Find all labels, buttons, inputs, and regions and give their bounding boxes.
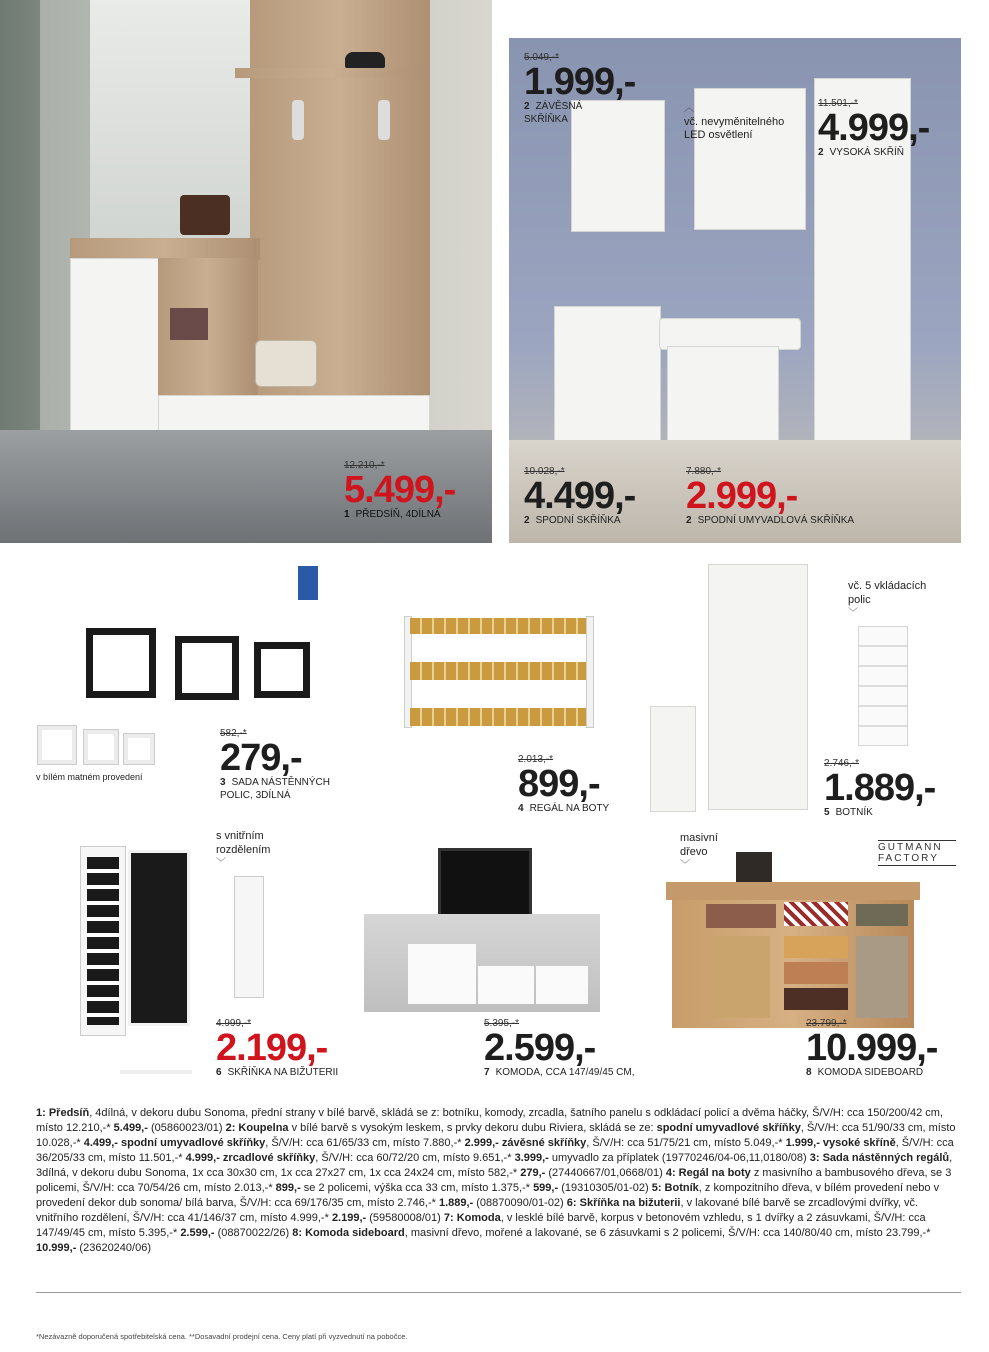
item-number: 2: [818, 147, 824, 158]
description-bold-run: 5.499,-: [113, 1122, 148, 1134]
hero-offer-1: [344, 460, 455, 522]
description-text-run: , Š/V/H: cca 51/90/33 cm, místo 10.028,-*: [36, 1122, 956, 1149]
item-label: SPODNÍ UMYVADLOVÁ SKŘÍŇKA: [697, 515, 855, 526]
artium-logo: [298, 566, 318, 600]
description-bold-run: spodní umyvadlové skříňky: [656, 1122, 801, 1134]
description-text-run: (19310305/01-02): [558, 1182, 652, 1194]
tv-commode: [364, 914, 600, 1012]
description-bold-run: 1: Předsíň: [36, 1107, 90, 1119]
old-price: 12.210,-*: [344, 460, 385, 471]
solid-wood-note: [680, 832, 740, 872]
description-text-run: se 2 policemi, výška cca 33 cm, místo 1.375,-*: [300, 1182, 534, 1194]
description-text-run: , Š/V/H: cca 60/72/20 cm, místo 9.651,-*: [315, 1152, 515, 1164]
description-bold-run: 4.999,- zrcadlové skříňky: [185, 1152, 316, 1164]
description-text-run: (23620240/06): [76, 1242, 151, 1254]
item-label: ZÁVĚSNÁ SKŘÍŇKA: [524, 101, 583, 125]
sideboard: [672, 900, 914, 1028]
price: 10.999,-: [806, 1027, 938, 1069]
shoe-rack: [398, 610, 598, 728]
description-text-run: , Š/V/H: cca 36/205/33 cm, místo 11.501,-*: [36, 1137, 954, 1164]
description-bold-run: 4.499,- spodní umyvadlové skříňky: [83, 1137, 266, 1149]
description-text-run: , Š/V/H: cca 51/75/21 cm, místo 5.049,-*: [586, 1137, 786, 1149]
description-bold-run: 899,-: [275, 1182, 301, 1194]
item-number: 4: [518, 803, 524, 814]
chevron-down-icon: ﹀: [848, 607, 858, 619]
description-text-run: , Š/V/H: cca 61/65/33 cm, místo 7.880,-*: [265, 1137, 465, 1149]
hero-offer-2a: [524, 52, 635, 126]
item-number: 2: [524, 515, 530, 526]
shoe-cabinet-open: [858, 626, 908, 746]
description-bold-run: 7: Komoda: [443, 1212, 501, 1224]
description-bold-run: 2: Koupelna: [225, 1122, 289, 1134]
white-shelf: [38, 726, 76, 764]
description-text-run: , masivní dřevo, mořené a lakované, se 6 zásuvkami s 2 policemi, Š/V/H: cca 140/80/40 cm, místo 23.799,-*: [404, 1227, 931, 1239]
offer-8: [806, 1018, 937, 1080]
description-text-run: (05860023/01): [147, 1122, 226, 1134]
description-text-run: , v lesklé bílé barvě, korpus v betonovém vzhledu, s 1 dvířky a 2 zásuvkami, Š/V/H: cca 147/49/45 cm, místo 5.395,-*: [36, 1212, 926, 1239]
solid-wood-note-text: masivní dřevo: [680, 832, 718, 858]
offer-4: [518, 754, 609, 816]
description-bold-run: 1.999,- vysoké skříně: [785, 1137, 896, 1149]
item-number: 5: [824, 807, 830, 818]
hat: [345, 52, 385, 68]
shelves-note-text: vč. 5 vkládacích polic: [848, 580, 927, 606]
item-label: KOMODA, CCA 147/49/45 CM,: [495, 1067, 635, 1078]
jewelry-door: [80, 846, 126, 1036]
chevron-down-icon: ﹀: [216, 857, 226, 869]
description-bold-run: 4: Regál na boty: [665, 1167, 751, 1179]
description-text-run: , 4dílná, v dekoru dubu Sonoma, přední strany v bílé barvě, skládá se z: botníku, komody, zrcadla, šatního panelu s odkládací policí a dvěma háčky, Š/V/H: cca 150/200/42 cm, místo 12.210,-*: [36, 1107, 943, 1134]
old-price: 23.799,-*: [806, 1018, 847, 1029]
price: 2.599,-: [484, 1027, 596, 1069]
product-descriptions: [36, 1106, 961, 1256]
old-price: 11.501,-*: [818, 98, 858, 109]
shoe-cabinet-oak: [650, 706, 696, 812]
books: [736, 852, 772, 886]
item-label: SPODNÍ SKŘÍŇKA: [535, 515, 621, 526]
item-label: PŘEDSÍŇ, 4DÍLNÁ: [355, 509, 441, 520]
price: 2.999,-: [686, 475, 798, 517]
description-bold-run: 2.599,-: [180, 1227, 215, 1239]
item-number: 6: [216, 1067, 222, 1078]
interior-note-text: s vnitřním rozdělením: [216, 830, 271, 856]
description-bold-run: 1.889,-: [438, 1197, 474, 1209]
description-bold-run: 10.999,-: [36, 1242, 77, 1254]
price: 5.499,-: [344, 469, 456, 511]
handbag: [255, 340, 317, 387]
item-label: BOTNÍK: [835, 807, 873, 818]
hero-offer-2b: [818, 98, 929, 160]
description-bold-run: 8: Komoda sideboard: [292, 1227, 405, 1239]
item-number: 2: [686, 515, 692, 526]
offer-6: [216, 1018, 338, 1080]
description-text-run: , z kompozitního dřeva, v bílém provedení nebo v provedení dekor dub sonoma/ bílá barva, Š/V/H: cca 69/176/35 cm, místo 2.746,-*: [36, 1182, 940, 1209]
chevron-up-icon: ︿: [684, 103, 694, 114]
old-price: 4.999,-*: [216, 1018, 252, 1029]
description-text-run: v bílé barvě s vysokým leskem, s prvky dekoru dubu Riviera, skládá se ze:: [288, 1122, 657, 1134]
item-number: 1: [344, 509, 350, 520]
offer-5: [824, 758, 935, 820]
price: 1.999,-: [524, 61, 636, 103]
jewelry-interior: [128, 850, 190, 1026]
chevron-down-icon: ﹀: [680, 859, 690, 871]
item-number: 2: [524, 101, 530, 112]
item-label: SKŘÍŇKA NA BIŽUTERII: [227, 1067, 339, 1078]
briefcase: [180, 195, 230, 235]
item-number: 7: [484, 1067, 490, 1078]
gutmann-factory-logo: [878, 840, 956, 866]
hero-offer-2c: [524, 466, 635, 528]
footnote: *Nezávazně doporučená spotřebitelská cena. **Dosavadní prodejní cena. Ceny platí při vyzvednutí na pobočce.: [36, 1332, 408, 1341]
tv: [438, 848, 532, 924]
description-bold-run: 3.999,-: [514, 1152, 549, 1164]
description-bold-run: 279,-: [520, 1167, 546, 1179]
description-text-run: , v lakované bílé barvě se zrcadlovými dvířky, vč. vnitřního rozdělení, Š/V/H: cca 41/146/37 cm, místo 4.999,-*: [36, 1197, 919, 1224]
led-note: [684, 103, 804, 143]
item-label: SADA NÁSTĚNNÝCH POLIC, 3DÍLNÁ: [220, 777, 330, 801]
jewelry-mirror: [234, 876, 264, 998]
price: 899,-: [518, 763, 600, 805]
item-number: 8: [806, 1067, 812, 1078]
old-price: 7.880,-*: [686, 466, 722, 477]
item-label: REGÁL NA BOTY: [529, 803, 610, 814]
offer-7: [484, 1018, 635, 1080]
divider: [36, 1292, 961, 1293]
black-shelf-large: [86, 628, 156, 698]
item-label: KOMODA SIDEBOARD: [817, 1067, 924, 1078]
old-price: 5.395,-*: [484, 1018, 520, 1029]
description-text-run: (59580008/01): [366, 1212, 444, 1224]
white-finish-note: v bílém matném provedení: [36, 772, 143, 782]
description-bold-run: 2.999,- závěsné skříňky: [464, 1137, 587, 1149]
old-price: 10.028,-*: [524, 466, 565, 477]
sideboard-top: [666, 882, 920, 900]
description-bold-run: 3: Sada nástěnných regálů: [809, 1152, 950, 1164]
price: 279,-: [220, 737, 302, 779]
brand-text: GUTMANN FACTORY: [878, 840, 956, 866]
description-bold-run: 599,-: [533, 1182, 559, 1194]
price: 1.889,-: [824, 767, 936, 809]
description-text-run: (08870090/01-02): [473, 1197, 567, 1209]
description-text-run: umyvadlo za příplatek (19770246/04-06,11,0180/08): [548, 1152, 810, 1164]
offer-3: [220, 728, 360, 802]
item-number: 3: [220, 777, 226, 788]
interior-note: [216, 830, 296, 870]
led-note-text: vč. nevyměnitelného LED osvětlení: [684, 115, 785, 142]
hero-offer-2d: [686, 466, 854, 528]
description-text-run: (27440667/01,0668/01): [545, 1167, 666, 1179]
description-text-run: z masivního a bambusového dřeva, se 3 policemi, Š/V/H: cca 70/54/26 cm, místo 2.013,-*: [36, 1167, 952, 1194]
price: 4.999,-: [818, 107, 930, 149]
old-price: 5.049,-*: [524, 52, 560, 63]
price: 4.499,-: [524, 475, 636, 517]
black-shelf-medium: [175, 636, 239, 700]
price: 2.199,-: [216, 1027, 328, 1069]
item-label: VYSOKÁ SKŘÍŇ: [829, 147, 905, 158]
description-bold-run: 2.199,-: [331, 1212, 367, 1224]
description-bold-run: 5: Botník: [651, 1182, 699, 1194]
shelves-note: [848, 580, 948, 620]
shoe-cabinet-white: [708, 564, 808, 810]
old-price: 2.013,-*: [518, 754, 554, 765]
old-price: 2.746,-*: [824, 758, 860, 769]
description-text-run: (08870022/26): [214, 1227, 293, 1239]
description-bold-run: 6: Skříňka na bižuterii: [566, 1197, 681, 1209]
black-shelf-small: [254, 642, 310, 698]
old-price: 582,-*: [220, 728, 247, 739]
description-text-run: , 3dílná, v dekoru dubu Sonoma, 1x cca 30x30 cm, 1x cca 27x27 cm, 1x cca 24x24 cm, místo 582,-*: [36, 1152, 953, 1179]
